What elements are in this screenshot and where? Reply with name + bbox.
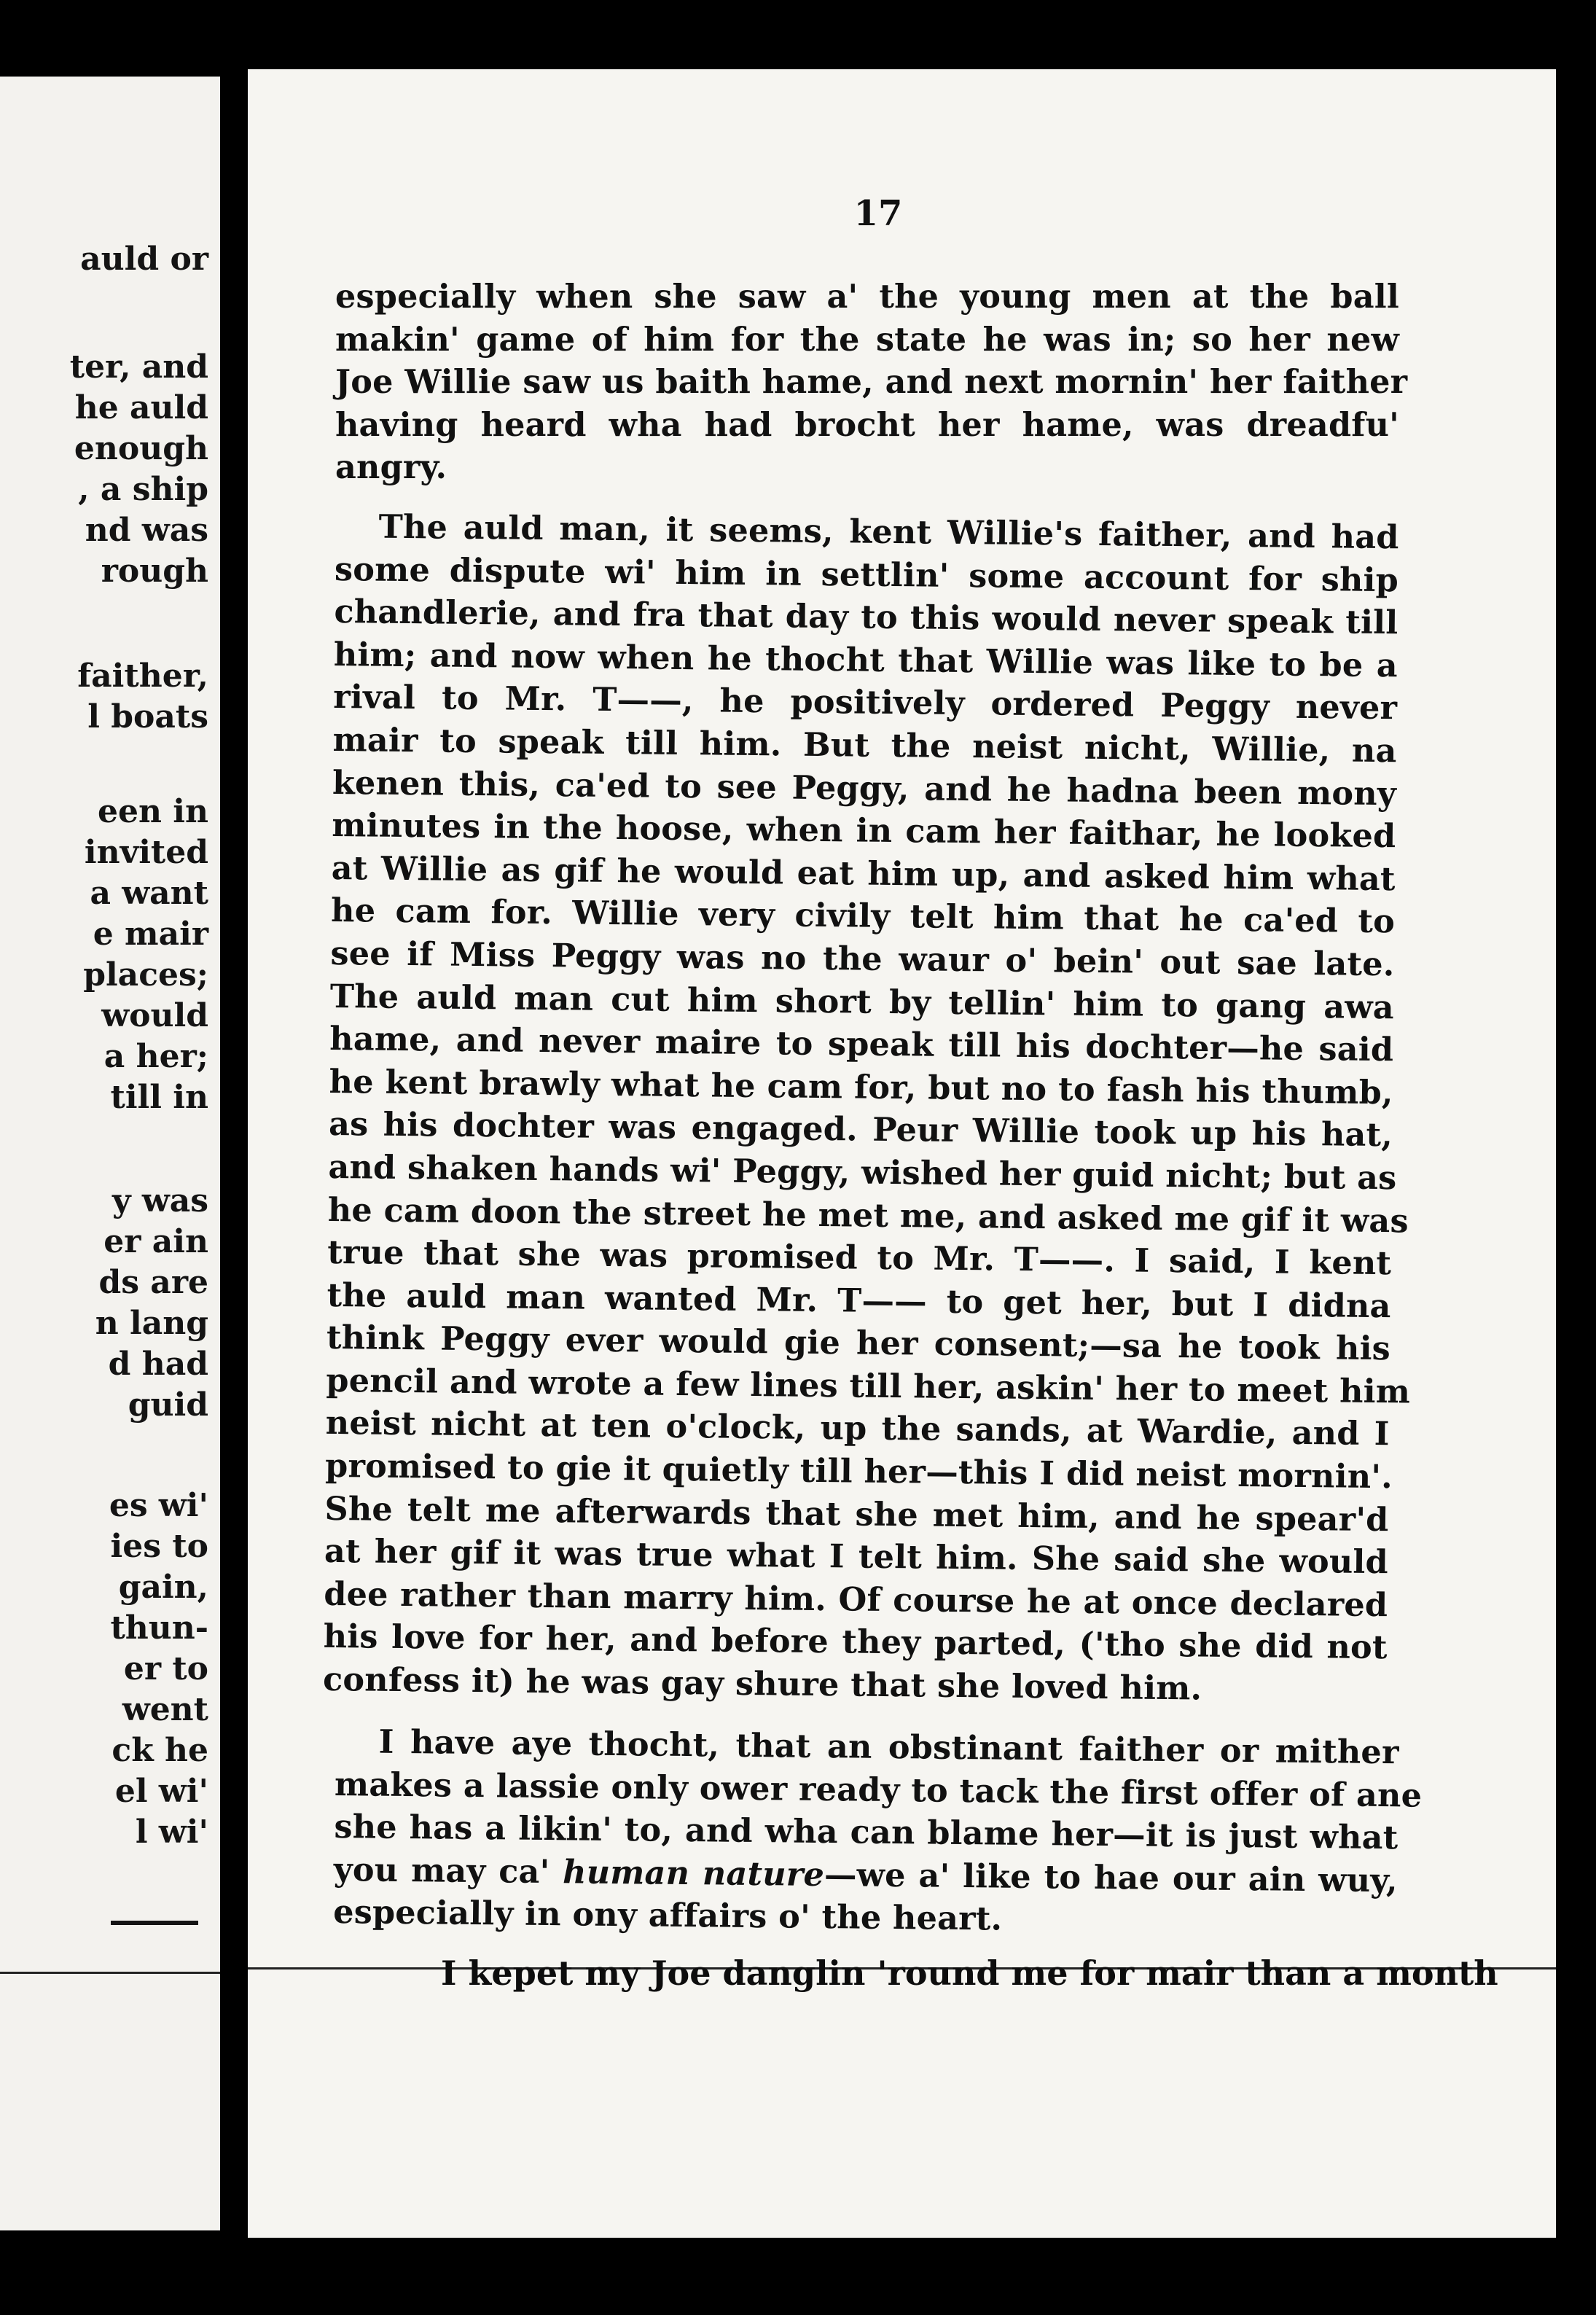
left-page-line: went [122, 1691, 208, 1728]
book-gutter [220, 69, 248, 2256]
text-line: The auld man, it seems, kent Willie's faither, and had [378, 507, 1399, 557]
text-line: especially in ony affairs o' the heart. [332, 1893, 1003, 1938]
text-line: the auld man wanted Mr. T—— to get her, but I didna [326, 1276, 1391, 1325]
text-segment: —we a' like to hae our ain wuy, [824, 1855, 1399, 1900]
text-line: pencil and wrote a few lines till her, askin' her to meet him [326, 1361, 1411, 1411]
left-page-line: e mair [93, 916, 208, 953]
left-page-line: enough [74, 430, 208, 467]
left-page-line: auld or [80, 241, 208, 278]
left-page-line: ter, and [69, 348, 208, 386]
left-page-line: ds are [98, 1264, 208, 1301]
italic-phrase: human nature [562, 1853, 825, 1894]
left-page-line: l wi' [135, 1814, 208, 1851]
left-page-line: er ain [103, 1223, 208, 1260]
left-page-line: would [101, 997, 208, 1034]
left-page-line: d had [108, 1346, 208, 1383]
scan-cut-line [0, 1972, 220, 1974]
text-line: rival to Mr. T——, he positively ordered Peggy never [332, 678, 1398, 727]
left-page-line: er to [123, 1650, 208, 1687]
left-page-line: rough [101, 553, 208, 590]
text-line: hame, and never maire to speak till his dochter—he said [329, 1020, 1394, 1069]
left-page-line: guid [128, 1386, 208, 1424]
text-line: kenen this, ca'ed to see Peggy, and he hadna been mony [332, 763, 1397, 813]
text-line: true that she was promised to Mr. T——. I said, I kent [326, 1233, 1392, 1283]
text-line: She telt me afterwards that she met him, and he spear'd [324, 1489, 1389, 1539]
text-line: minutes in the hoose, when in cam her faithar, he looked [332, 806, 1396, 856]
left-page-line: faither, [77, 657, 208, 695]
left-page-line: ies to [110, 1528, 208, 1565]
left-page-line: invited [84, 834, 208, 871]
left-page-line: thun- [110, 1609, 208, 1647]
text-line: makin' game of him for the state he was in; so her new [335, 320, 1399, 359]
left-page-line: es wi' [109, 1487, 208, 1524]
text-line: see if Miss Peggy was no the waur o' bein' out sae late. [330, 934, 1395, 984]
text-line: him; and now when he thocht that Willie was like to be a [333, 635, 1399, 685]
text-line: neist nicht at ten o'clock, up the sands, at Wardie, and I [325, 1404, 1390, 1453]
text-line: dee rather than marry him. Of course he at once declared [324, 1574, 1388, 1625]
text-line: I have aye thocht, that an obstinant faither or mither [378, 1722, 1399, 1772]
paragraph-3 [332, 1720, 1423, 1945]
paragraph-1 [335, 276, 1408, 489]
text-line: makes a lassie only ower ready to tack the first offer of ane [334, 1765, 1423, 1815]
left-page-line: , a ship [78, 471, 208, 508]
left-page-line: gain, [118, 1569, 208, 1606]
text-line: chandlerie, and fra that day to this would never speak till [334, 593, 1399, 642]
left-page-line: till in [110, 1079, 208, 1116]
text-line: angry. [335, 448, 447, 487]
left-page-line: n lang [95, 1305, 208, 1342]
text-line: and shaken hands wi' Peggy, wished her guid nicht; but as [328, 1147, 1397, 1198]
left-page-rule [111, 1921, 198, 1925]
left-page-line: he auld [74, 389, 208, 426]
text-line: some dispute wi' him in settlin' some account for ship [334, 550, 1399, 599]
left-page-line: a want [90, 875, 208, 912]
cut-off-text-line: I kepet my Joe danglin 'round me for mair than a month [441, 1953, 1498, 1993]
text-line: he cam doon the street he met me, and asked me gif it was [327, 1190, 1409, 1240]
text-line: at her gif it was true what I telt him. She said she would [324, 1532, 1389, 1582]
text-line: she has a likin' to, and wha can blame her—it is just what [334, 1808, 1399, 1857]
left-page-line: el wi' [114, 1773, 208, 1810]
page-number: 17 [853, 193, 903, 234]
text-line: think Peggy ever would gie her consent;—sa he took his [326, 1319, 1391, 1368]
text-line: having heard wha had brocht her hame, was dreadfu' [335, 405, 1399, 444]
text-line: his love for her, and before they parted, ('tho she did not [323, 1617, 1388, 1667]
left-page-line: nd was [85, 512, 208, 549]
text-line: at Willie as gif he would eat him up, and asked him what [331, 848, 1396, 899]
left-page-line: een in [97, 793, 208, 830]
left-page-fragment [0, 77, 220, 2230]
left-page-line: ck he [112, 1732, 208, 1769]
left-page-line: y was [112, 1182, 208, 1219]
left-page-line: a her; [103, 1038, 208, 1075]
text-line: especially when she saw a' the young men at the ball [335, 278, 1399, 316]
text-line: Joe Willie saw us baith hame, and next mornin' her faither [335, 363, 1408, 402]
text-line: confess it) he was gay shure that she loved him. [322, 1660, 1202, 1708]
paragraph-2 [322, 505, 1411, 1712]
text-line: he cam for. Willie very civily telt him that he ca'ed to [330, 891, 1396, 941]
left-page-line: places; [83, 956, 208, 993]
left-page-line: l boats [87, 698, 208, 735]
text-line: The auld man cut him short by tellin' him to gang awa [329, 977, 1395, 1026]
text-line: as his dochter was engaged. Peur Willie took up his hat, [328, 1105, 1393, 1155]
main-page [248, 69, 1556, 2238]
text-segment: you may ca' [333, 1850, 563, 1892]
text-line: promised to gie it quietly till her—this I did neist mornin'. [324, 1446, 1393, 1496]
text-line: mair to speak till him. But the neist nicht, Willie, na [332, 720, 1397, 770]
text-line: he kent brawly what he cam for, but no to fash his thumb, [329, 1062, 1393, 1112]
